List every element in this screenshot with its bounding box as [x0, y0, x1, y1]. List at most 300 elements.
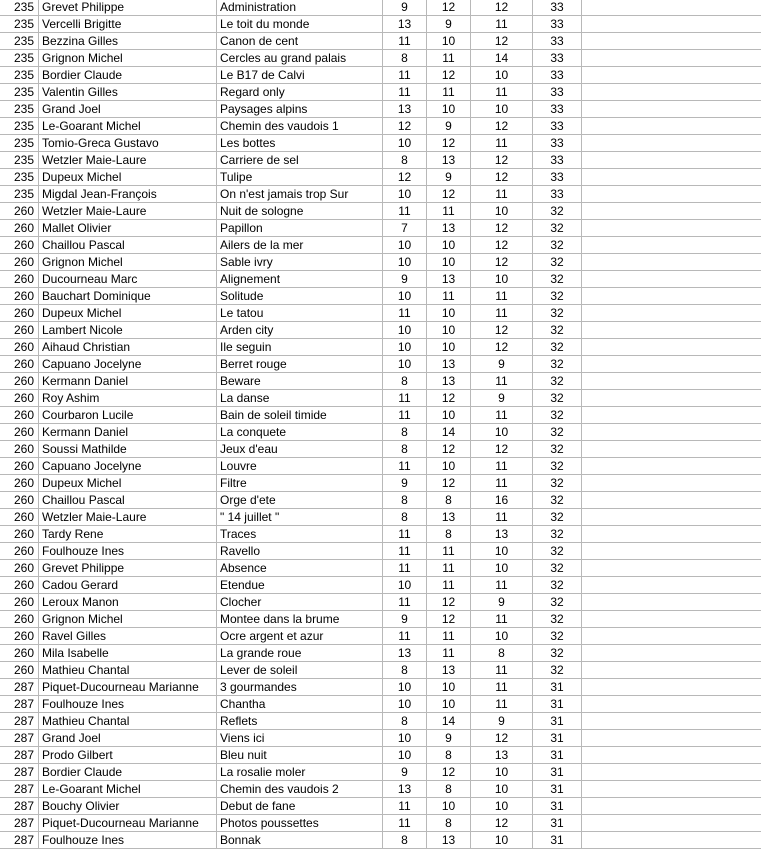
total-cell[interactable]: 32 — [533, 594, 582, 611]
total-cell[interactable]: 33 — [533, 186, 582, 203]
total-cell[interactable]: 31 — [533, 832, 582, 849]
empty-cell[interactable] — [582, 645, 761, 662]
score-2-cell[interactable]: 10 — [427, 237, 471, 254]
author-cell[interactable]: Cadou Gerard — [39, 577, 217, 594]
empty-cell[interactable] — [582, 560, 761, 577]
score-3-cell[interactable]: 12 — [471, 730, 533, 747]
title-cell[interactable]: Carriere de sel — [217, 152, 383, 169]
score-3-cell[interactable]: 13 — [471, 747, 533, 764]
rank-cell[interactable]: 260 — [0, 577, 39, 594]
rank-cell[interactable]: 260 — [0, 220, 39, 237]
score-3-cell[interactable]: 9 — [471, 356, 533, 373]
title-cell[interactable]: Ocre argent et azur — [217, 628, 383, 645]
score-2-cell[interactable]: 11 — [427, 628, 471, 645]
total-cell[interactable]: 31 — [533, 679, 582, 696]
score-3-cell[interactable]: 10 — [471, 832, 533, 849]
author-cell[interactable]: Lambert Nicole — [39, 322, 217, 339]
score-1-cell[interactable]: 8 — [383, 441, 427, 458]
empty-cell[interactable] — [582, 492, 761, 509]
score-1-cell[interactable]: 10 — [383, 322, 427, 339]
rank-cell[interactable]: 260 — [0, 458, 39, 475]
author-cell[interactable]: Capuano Jocelyne — [39, 356, 217, 373]
score-1-cell[interactable]: 11 — [383, 407, 427, 424]
score-1-cell[interactable]: 8 — [383, 662, 427, 679]
score-2-cell[interactable]: 11 — [427, 288, 471, 305]
score-2-cell[interactable]: 8 — [427, 747, 471, 764]
empty-cell[interactable] — [582, 135, 761, 152]
score-2-cell[interactable]: 13 — [427, 662, 471, 679]
author-cell[interactable]: Ravel Gilles — [39, 628, 217, 645]
score-1-cell[interactable]: 13 — [383, 101, 427, 118]
title-cell[interactable]: Paysages alpins — [217, 101, 383, 118]
score-1-cell[interactable]: 13 — [383, 16, 427, 33]
title-cell[interactable]: Regard only — [217, 84, 383, 101]
total-cell[interactable]: 32 — [533, 390, 582, 407]
empty-cell[interactable] — [582, 16, 761, 33]
rank-cell[interactable]: 260 — [0, 356, 39, 373]
total-cell[interactable]: 32 — [533, 339, 582, 356]
author-cell[interactable]: Grevet Philippe — [39, 0, 217, 16]
rank-cell[interactable]: 287 — [0, 781, 39, 798]
rank-cell[interactable]: 260 — [0, 237, 39, 254]
score-2-cell[interactable]: 14 — [427, 713, 471, 730]
score-1-cell[interactable]: 10 — [383, 747, 427, 764]
score-2-cell[interactable]: 10 — [427, 407, 471, 424]
empty-cell[interactable] — [582, 0, 761, 16]
rank-cell[interactable]: 287 — [0, 832, 39, 849]
score-2-cell[interactable]: 11 — [427, 560, 471, 577]
empty-cell[interactable] — [582, 679, 761, 696]
score-1-cell[interactable]: 10 — [383, 679, 427, 696]
rank-cell[interactable]: 235 — [0, 84, 39, 101]
score-2-cell[interactable]: 11 — [427, 543, 471, 560]
title-cell[interactable]: Chemin des vaudois 1 — [217, 118, 383, 135]
empty-cell[interactable] — [582, 611, 761, 628]
rank-cell[interactable]: 260 — [0, 203, 39, 220]
title-cell[interactable]: Papillon — [217, 220, 383, 237]
total-cell[interactable]: 32 — [533, 424, 582, 441]
rank-cell[interactable]: 260 — [0, 560, 39, 577]
score-3-cell[interactable]: 12 — [471, 815, 533, 832]
score-2-cell[interactable]: 14 — [427, 424, 471, 441]
score-3-cell[interactable]: 10 — [471, 203, 533, 220]
score-1-cell[interactable]: 9 — [383, 611, 427, 628]
empty-cell[interactable] — [582, 288, 761, 305]
author-cell[interactable]: Mallet Olivier — [39, 220, 217, 237]
empty-cell[interactable] — [582, 169, 761, 186]
score-2-cell[interactable]: 8 — [427, 526, 471, 543]
author-cell[interactable]: Grevet Philippe — [39, 560, 217, 577]
score-3-cell[interactable]: 11 — [471, 16, 533, 33]
total-cell[interactable]: 33 — [533, 101, 582, 118]
author-cell[interactable]: Wetzler Maie-Laure — [39, 203, 217, 220]
score-1-cell[interactable]: 9 — [383, 271, 427, 288]
rank-cell[interactable]: 235 — [0, 33, 39, 50]
score-3-cell[interactable]: 9 — [471, 390, 533, 407]
rank-cell[interactable]: 260 — [0, 475, 39, 492]
author-cell[interactable]: Valentin Gilles — [39, 84, 217, 101]
author-cell[interactable]: Dupeux Michel — [39, 475, 217, 492]
rank-cell[interactable]: 260 — [0, 390, 39, 407]
empty-cell[interactable] — [582, 390, 761, 407]
rank-cell[interactable]: 235 — [0, 101, 39, 118]
score-1-cell[interactable]: 8 — [383, 713, 427, 730]
score-2-cell[interactable]: 10 — [427, 101, 471, 118]
score-1-cell[interactable]: 12 — [383, 169, 427, 186]
score-2-cell[interactable]: 12 — [427, 594, 471, 611]
score-3-cell[interactable]: 12 — [471, 254, 533, 271]
title-cell[interactable]: Lever de soleil — [217, 662, 383, 679]
title-cell[interactable]: Solitude — [217, 288, 383, 305]
title-cell[interactable]: Le tatou — [217, 305, 383, 322]
total-cell[interactable]: 32 — [533, 611, 582, 628]
author-cell[interactable]: Le-Goarant Michel — [39, 118, 217, 135]
title-cell[interactable]: Les bottes — [217, 135, 383, 152]
score-1-cell[interactable]: 10 — [383, 288, 427, 305]
empty-cell[interactable] — [582, 628, 761, 645]
author-cell[interactable]: Grand Joel — [39, 730, 217, 747]
score-3-cell[interactable]: 11 — [471, 186, 533, 203]
score-2-cell[interactable]: 9 — [427, 16, 471, 33]
score-3-cell[interactable]: 13 — [471, 526, 533, 543]
score-3-cell[interactable]: 10 — [471, 764, 533, 781]
author-cell[interactable]: Mathieu Chantal — [39, 713, 217, 730]
total-cell[interactable]: 32 — [533, 237, 582, 254]
score-2-cell[interactable]: 9 — [427, 169, 471, 186]
rank-cell[interactable]: 287 — [0, 798, 39, 815]
total-cell[interactable]: 32 — [533, 322, 582, 339]
author-cell[interactable]: Foulhouze Ines — [39, 543, 217, 560]
score-2-cell[interactable]: 10 — [427, 254, 471, 271]
title-cell[interactable]: La grande roue — [217, 645, 383, 662]
score-1-cell[interactable]: 10 — [383, 339, 427, 356]
title-cell[interactable]: Sable ivry — [217, 254, 383, 271]
score-1-cell[interactable]: 11 — [383, 594, 427, 611]
score-1-cell[interactable]: 13 — [383, 645, 427, 662]
score-1-cell[interactable]: 9 — [383, 0, 427, 16]
empty-cell[interactable] — [582, 254, 761, 271]
title-cell[interactable]: Jeux d'eau — [217, 441, 383, 458]
score-2-cell[interactable]: 12 — [427, 475, 471, 492]
score-2-cell[interactable]: 13 — [427, 509, 471, 526]
total-cell[interactable]: 31 — [533, 781, 582, 798]
rank-cell[interactable]: 260 — [0, 509, 39, 526]
author-cell[interactable]: Wetzler Maie-Laure — [39, 509, 217, 526]
title-cell[interactable]: Berret rouge — [217, 356, 383, 373]
total-cell[interactable]: 33 — [533, 135, 582, 152]
author-cell[interactable]: Tomio-Greca Gustavo — [39, 135, 217, 152]
rank-cell[interactable]: 260 — [0, 492, 39, 509]
title-cell[interactable]: Ile seguin — [217, 339, 383, 356]
score-1-cell[interactable]: 11 — [383, 798, 427, 815]
score-2-cell[interactable]: 8 — [427, 492, 471, 509]
rank-cell[interactable]: 287 — [0, 713, 39, 730]
author-cell[interactable]: Roy Ashim — [39, 390, 217, 407]
title-cell[interactable]: Clocher — [217, 594, 383, 611]
score-3-cell[interactable]: 11 — [471, 135, 533, 152]
rank-cell[interactable]: 260 — [0, 407, 39, 424]
rank-cell[interactable]: 235 — [0, 152, 39, 169]
score-1-cell[interactable]: 10 — [383, 577, 427, 594]
author-cell[interactable]: Vercelli Brigitte — [39, 16, 217, 33]
score-2-cell[interactable]: 11 — [427, 84, 471, 101]
score-3-cell[interactable]: 10 — [471, 560, 533, 577]
total-cell[interactable]: 32 — [533, 628, 582, 645]
score-3-cell[interactable]: 11 — [471, 407, 533, 424]
author-cell[interactable]: Foulhouze Ines — [39, 696, 217, 713]
rank-cell[interactable]: 260 — [0, 662, 39, 679]
score-3-cell[interactable]: 10 — [471, 781, 533, 798]
score-2-cell[interactable]: 10 — [427, 322, 471, 339]
score-3-cell[interactable]: 10 — [471, 67, 533, 84]
score-2-cell[interactable]: 13 — [427, 373, 471, 390]
score-2-cell[interactable]: 12 — [427, 611, 471, 628]
author-cell[interactable]: Grignon Michel — [39, 50, 217, 67]
score-1-cell[interactable]: 10 — [383, 730, 427, 747]
score-2-cell[interactable]: 13 — [427, 152, 471, 169]
empty-cell[interactable] — [582, 118, 761, 135]
score-3-cell[interactable]: 11 — [471, 458, 533, 475]
empty-cell[interactable] — [582, 458, 761, 475]
author-cell[interactable]: Dupeux Michel — [39, 305, 217, 322]
score-1-cell[interactable]: 8 — [383, 832, 427, 849]
score-2-cell[interactable]: 9 — [427, 730, 471, 747]
score-1-cell[interactable]: 10 — [383, 237, 427, 254]
author-cell[interactable]: Kermann Daniel — [39, 424, 217, 441]
author-cell[interactable]: Bouchy Olivier — [39, 798, 217, 815]
score-3-cell[interactable]: 12 — [471, 322, 533, 339]
rank-cell[interactable]: 235 — [0, 169, 39, 186]
score-1-cell[interactable]: 8 — [383, 50, 427, 67]
title-cell[interactable]: Tulipe — [217, 169, 383, 186]
total-cell[interactable]: 33 — [533, 118, 582, 135]
total-cell[interactable]: 31 — [533, 713, 582, 730]
score-2-cell[interactable]: 9 — [427, 118, 471, 135]
empty-cell[interactable] — [582, 356, 761, 373]
empty-cell[interactable] — [582, 305, 761, 322]
title-cell[interactable]: La conquete — [217, 424, 383, 441]
empty-cell[interactable] — [582, 509, 761, 526]
empty-cell[interactable] — [582, 662, 761, 679]
rank-cell[interactable]: 287 — [0, 730, 39, 747]
score-2-cell[interactable]: 12 — [427, 764, 471, 781]
rank-cell[interactable]: 235 — [0, 67, 39, 84]
title-cell[interactable]: Absence — [217, 560, 383, 577]
score-1-cell[interactable]: 8 — [383, 509, 427, 526]
score-1-cell[interactable]: 11 — [383, 815, 427, 832]
total-cell[interactable]: 33 — [533, 152, 582, 169]
total-cell[interactable]: 32 — [533, 203, 582, 220]
total-cell[interactable]: 32 — [533, 288, 582, 305]
score-2-cell[interactable]: 12 — [427, 0, 471, 16]
author-cell[interactable]: Grand Joel — [39, 101, 217, 118]
rank-cell[interactable]: 235 — [0, 186, 39, 203]
score-1-cell[interactable]: 8 — [383, 492, 427, 509]
total-cell[interactable]: 32 — [533, 560, 582, 577]
total-cell[interactable]: 32 — [533, 254, 582, 271]
author-cell[interactable]: Ducourneau Marc — [39, 271, 217, 288]
rank-cell[interactable]: 235 — [0, 118, 39, 135]
title-cell[interactable]: La rosalie moler — [217, 764, 383, 781]
rank-cell[interactable]: 260 — [0, 441, 39, 458]
empty-cell[interactable] — [582, 220, 761, 237]
score-3-cell[interactable]: 8 — [471, 645, 533, 662]
score-2-cell[interactable]: 10 — [427, 33, 471, 50]
author-cell[interactable]: Piquet-Ducourneau Marianne — [39, 815, 217, 832]
rank-cell[interactable]: 260 — [0, 424, 39, 441]
empty-cell[interactable] — [582, 271, 761, 288]
title-cell[interactable]: Cercles au grand palais — [217, 50, 383, 67]
score-2-cell[interactable]: 11 — [427, 203, 471, 220]
score-1-cell[interactable]: 11 — [383, 67, 427, 84]
title-cell[interactable]: Filtre — [217, 475, 383, 492]
total-cell[interactable]: 32 — [533, 220, 582, 237]
score-1-cell[interactable]: 11 — [383, 526, 427, 543]
title-cell[interactable]: Le B17 de Calvi — [217, 67, 383, 84]
author-cell[interactable]: Bauchart Dominique — [39, 288, 217, 305]
empty-cell[interactable] — [582, 781, 761, 798]
total-cell[interactable]: 32 — [533, 271, 582, 288]
rank-cell[interactable]: 260 — [0, 305, 39, 322]
score-3-cell[interactable]: 12 — [471, 237, 533, 254]
author-cell[interactable]: Chaillou Pascal — [39, 237, 217, 254]
empty-cell[interactable] — [582, 33, 761, 50]
total-cell[interactable]: 32 — [533, 543, 582, 560]
score-3-cell[interactable]: 11 — [471, 577, 533, 594]
title-cell[interactable]: Le toit du monde — [217, 16, 383, 33]
rank-cell[interactable]: 260 — [0, 288, 39, 305]
score-3-cell[interactable]: 10 — [471, 271, 533, 288]
score-3-cell[interactable]: 12 — [471, 118, 533, 135]
score-2-cell[interactable]: 12 — [427, 186, 471, 203]
title-cell[interactable]: Canon de cent — [217, 33, 383, 50]
author-cell[interactable]: Piquet-Ducourneau Marianne — [39, 679, 217, 696]
total-cell[interactable]: 31 — [533, 696, 582, 713]
title-cell[interactable]: Traces — [217, 526, 383, 543]
total-cell[interactable]: 33 — [533, 67, 582, 84]
rank-cell[interactable]: 235 — [0, 135, 39, 152]
rank-cell[interactable]: 287 — [0, 747, 39, 764]
empty-cell[interactable] — [582, 407, 761, 424]
title-cell[interactable]: Chemin des vaudois 2 — [217, 781, 383, 798]
total-cell[interactable]: 33 — [533, 84, 582, 101]
total-cell[interactable]: 32 — [533, 577, 582, 594]
rank-cell[interactable]: 235 — [0, 16, 39, 33]
score-2-cell[interactable]: 10 — [427, 679, 471, 696]
score-3-cell[interactable]: 12 — [471, 33, 533, 50]
author-cell[interactable]: Migdal Jean-François — [39, 186, 217, 203]
score-1-cell[interactable]: 11 — [383, 458, 427, 475]
score-2-cell[interactable]: 10 — [427, 458, 471, 475]
score-2-cell[interactable]: 12 — [427, 441, 471, 458]
score-2-cell[interactable]: 13 — [427, 356, 471, 373]
empty-cell[interactable] — [582, 101, 761, 118]
total-cell[interactable]: 32 — [533, 458, 582, 475]
score-3-cell[interactable]: 12 — [471, 0, 533, 16]
score-1-cell[interactable]: 8 — [383, 373, 427, 390]
empty-cell[interactable] — [582, 441, 761, 458]
author-cell[interactable]: Bezzina Gilles — [39, 33, 217, 50]
score-3-cell[interactable]: 11 — [471, 475, 533, 492]
score-3-cell[interactable]: 11 — [471, 662, 533, 679]
rank-cell[interactable]: 287 — [0, 679, 39, 696]
author-cell[interactable]: Mathieu Chantal — [39, 662, 217, 679]
title-cell[interactable]: Etendue — [217, 577, 383, 594]
score-1-cell[interactable]: 11 — [383, 560, 427, 577]
score-3-cell[interactable]: 12 — [471, 152, 533, 169]
score-1-cell[interactable]: 10 — [383, 254, 427, 271]
score-1-cell[interactable]: 11 — [383, 305, 427, 322]
rank-cell[interactable]: 235 — [0, 50, 39, 67]
title-cell[interactable]: Arden city — [217, 322, 383, 339]
total-cell[interactable]: 31 — [533, 764, 582, 781]
title-cell[interactable]: " 14 juillet " — [217, 509, 383, 526]
empty-cell[interactable] — [582, 815, 761, 832]
empty-cell[interactable] — [582, 373, 761, 390]
score-1-cell[interactable]: 9 — [383, 764, 427, 781]
total-cell[interactable]: 32 — [533, 662, 582, 679]
title-cell[interactable]: Montee dans la brume — [217, 611, 383, 628]
score-1-cell[interactable]: 7 — [383, 220, 427, 237]
score-2-cell[interactable]: 13 — [427, 832, 471, 849]
title-cell[interactable]: Orge d'ete — [217, 492, 383, 509]
total-cell[interactable]: 32 — [533, 526, 582, 543]
score-2-cell[interactable]: 11 — [427, 50, 471, 67]
score-3-cell[interactable]: 12 — [471, 220, 533, 237]
total-cell[interactable]: 31 — [533, 747, 582, 764]
empty-cell[interactable] — [582, 84, 761, 101]
empty-cell[interactable] — [582, 747, 761, 764]
score-3-cell[interactable]: 16 — [471, 492, 533, 509]
rank-cell[interactable]: 260 — [0, 322, 39, 339]
author-cell[interactable]: Prodo Gilbert — [39, 747, 217, 764]
empty-cell[interactable] — [582, 237, 761, 254]
score-3-cell[interactable]: 11 — [471, 373, 533, 390]
score-2-cell[interactable]: 10 — [427, 696, 471, 713]
score-1-cell[interactable]: 11 — [383, 203, 427, 220]
score-3-cell[interactable]: 9 — [471, 713, 533, 730]
score-3-cell[interactable]: 11 — [471, 611, 533, 628]
total-cell[interactable]: 32 — [533, 305, 582, 322]
empty-cell[interactable] — [582, 543, 761, 560]
rank-cell[interactable]: 235 — [0, 0, 39, 16]
total-cell[interactable]: 31 — [533, 730, 582, 747]
empty-cell[interactable] — [582, 322, 761, 339]
rank-cell[interactable]: 260 — [0, 526, 39, 543]
total-cell[interactable]: 32 — [533, 407, 582, 424]
score-1-cell[interactable]: 11 — [383, 84, 427, 101]
total-cell[interactable]: 32 — [533, 356, 582, 373]
rank-cell[interactable]: 260 — [0, 594, 39, 611]
score-2-cell[interactable]: 12 — [427, 390, 471, 407]
score-1-cell[interactable]: 8 — [383, 152, 427, 169]
score-2-cell[interactable]: 12 — [427, 67, 471, 84]
empty-cell[interactable] — [582, 594, 761, 611]
score-2-cell[interactable]: 13 — [427, 271, 471, 288]
score-3-cell[interactable]: 14 — [471, 50, 533, 67]
empty-cell[interactable] — [582, 67, 761, 84]
empty-cell[interactable] — [582, 832, 761, 849]
score-1-cell[interactable]: 10 — [383, 135, 427, 152]
score-1-cell[interactable]: 13 — [383, 781, 427, 798]
score-3-cell[interactable]: 12 — [471, 339, 533, 356]
score-3-cell[interactable]: 11 — [471, 679, 533, 696]
author-cell[interactable]: Leroux Manon — [39, 594, 217, 611]
empty-cell[interactable] — [582, 339, 761, 356]
author-cell[interactable]: Wetzler Maie-Laure — [39, 152, 217, 169]
title-cell[interactable]: Debut de fane — [217, 798, 383, 815]
title-cell[interactable]: Ravello — [217, 543, 383, 560]
